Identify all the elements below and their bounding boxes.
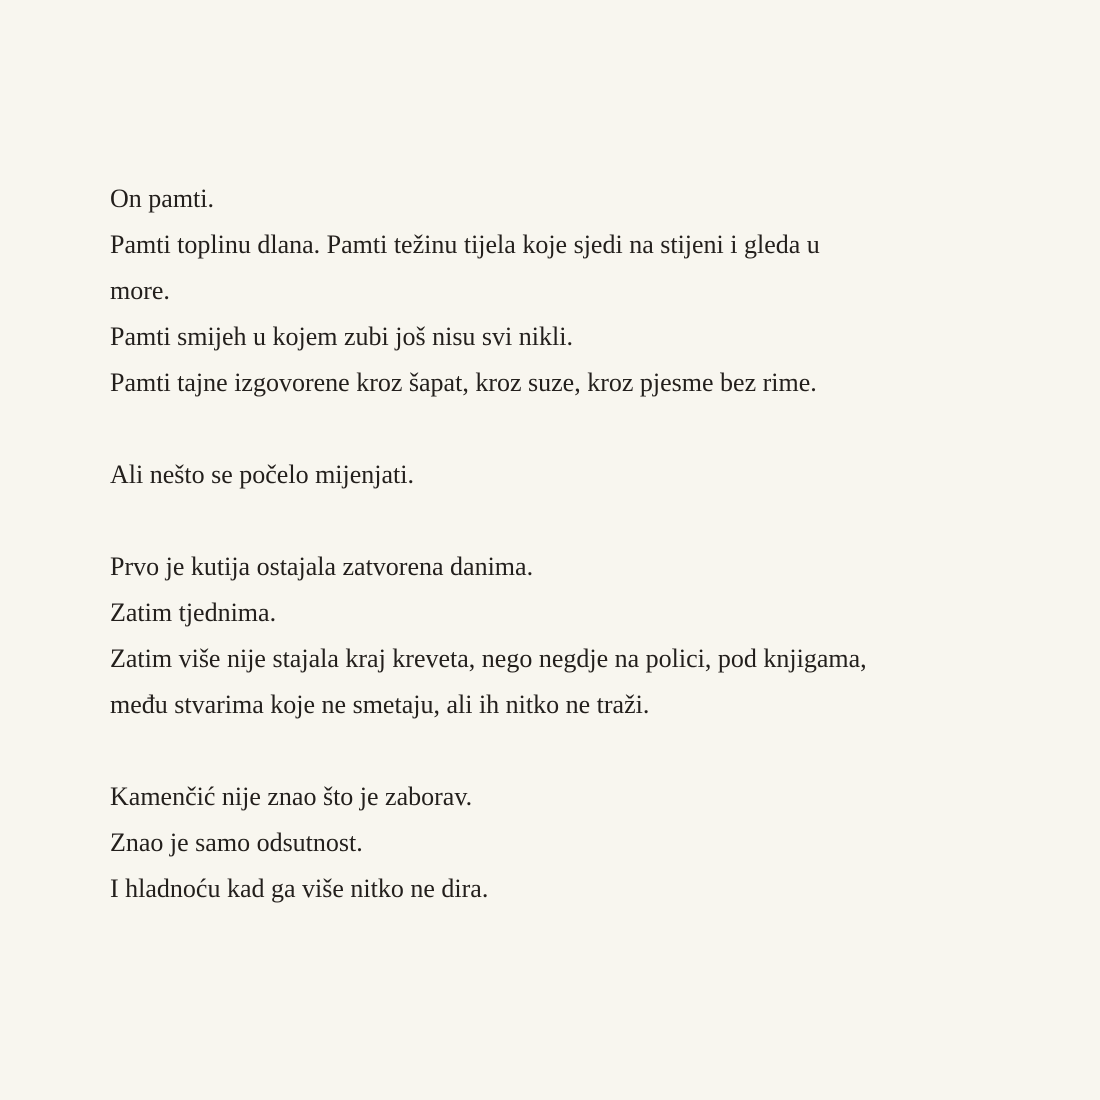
text-line: Kamenčić nije znao što je zaborav. [110, 782, 473, 811]
paragraph-2 [110, 452, 1000, 498]
text-line: među stvarima koje ne smetaju, ali ih nitko ne traži. [110, 690, 650, 719]
text-line: Ali nešto se počelo mijenjati. [110, 460, 414, 489]
paragraph-3 [110, 544, 1000, 728]
text-line: I hladnoću kad ga više nitko ne dira. [110, 874, 489, 903]
paragraph-spacer [110, 498, 1000, 544]
text-line: Znao je samo odsutnost. [110, 828, 363, 857]
paragraph-spacer [110, 406, 1000, 452]
text-line: Pamti smijeh u kojem zubi još nisu svi nikli. [110, 322, 573, 351]
text-line: Pamti tajne izgovorene kroz šapat, kroz suze, kroz pjesme bez rime. [110, 368, 817, 397]
text-line: Prvo je kutija ostajala zatvorena danima. [110, 552, 534, 581]
paragraph-4 [110, 774, 1000, 912]
text-line: Pamti toplinu dlana. Pamti težinu tijela koje sjedi na stijeni i gleda u [110, 230, 820, 259]
paragraph-1 [110, 176, 1000, 406]
poem-text [110, 176, 1000, 912]
paragraph-spacer [110, 728, 1000, 774]
text-line: Zatim više nije stajala kraj kreveta, nego negdje na polici, pod knjigama, [110, 644, 867, 673]
text-line: On pamti. [110, 184, 214, 213]
text-line: more. [110, 276, 170, 305]
text-line: Zatim tjednima. [110, 598, 277, 627]
